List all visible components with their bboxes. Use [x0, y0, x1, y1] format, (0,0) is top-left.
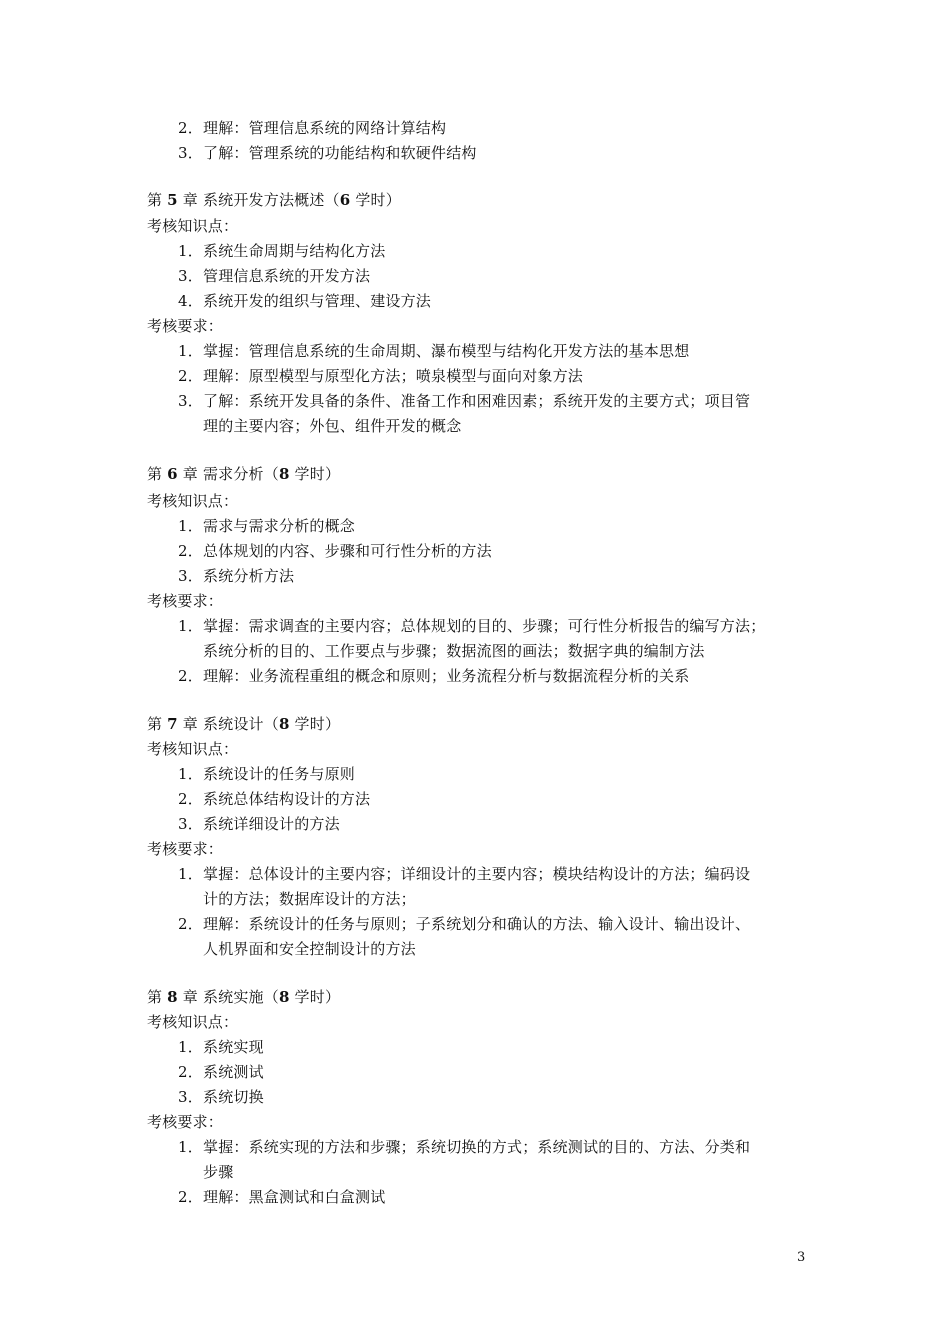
list-item: 1．需求与需求分析的概念 [178, 517, 356, 535]
knowledge-points-label: 考核知识点： [147, 1013, 239, 1031]
list-item-continuation: 人机界面和安全控制设计的方法 [203, 940, 416, 958]
list-item: 1．系统生命周期与结构化方法 [178, 242, 386, 260]
list-item: 1．掌握：总体设计的主要内容；详细设计的主要内容；模块结构设计的方法；编码设 [178, 865, 751, 883]
list-item: 3．管理信息系统的开发方法 [178, 267, 371, 285]
list-item: 1．系统实现 [178, 1038, 264, 1056]
chapter-heading: 第 5 章 系统开发方法概述（6 学时） [147, 191, 401, 209]
list-item: 2．理解：管理信息系统的网络计算结构 [178, 119, 447, 137]
list-item-continuation: 计的方法；数据库设计的方法； [203, 890, 416, 908]
list-item: 1．系统设计的任务与原则 [178, 765, 356, 783]
page-number: 3 [797, 1250, 806, 1265]
chapter-heading: 第 8 章 系统实施（8 学时） [147, 988, 341, 1006]
knowledge-points-label: 考核知识点： [147, 492, 239, 510]
list-item: 3．系统详细设计的方法 [178, 815, 340, 833]
list-item: 2．理解：黑盒测试和白盒测试 [178, 1188, 386, 1206]
requirements-label: 考核要求： [147, 1113, 224, 1131]
list-item-continuation: 理的主要内容；外包、组件开发的概念 [203, 417, 462, 435]
list-item: 3．了解：系统开发具备的条件、准备工作和困难因素；系统开发的主要方式；项目管 [178, 392, 751, 410]
list-item: 2．理解：原型模型与原型化方法；喷泉模型与面向对象方法 [178, 367, 584, 385]
list-item: 3．了解：管理系统的功能结构和软硬件结构 [178, 144, 477, 162]
list-item-continuation: 步骤 [203, 1163, 234, 1181]
list-item: 1．掌握：系统实现的方法和步骤；系统切换的方式；系统测试的目的、方法、分类和 [178, 1138, 751, 1156]
list-item: 2．系统测试 [178, 1063, 264, 1081]
knowledge-points-label: 考核知识点： [147, 740, 239, 758]
list-item: 2．理解：业务流程重组的概念和原则；业务流程分析与数据流程分析的关系 [178, 667, 690, 685]
list-item: 2．理解：系统设计的任务与原则；子系统划分和确认的方法、输入设计、输出设计、 [178, 915, 751, 933]
list-item-continuation: 系统分析的目的、工作要点与步骤；数据流图的画法；数据字典的编制方法 [203, 642, 705, 660]
requirements-label: 考核要求： [147, 317, 224, 335]
chapter-heading: 第 6 章 需求分析（8 学时） [147, 465, 341, 483]
chapter-heading: 第 7 章 系统设计（8 学时） [147, 715, 341, 733]
requirements-label: 考核要求： [147, 592, 224, 610]
list-item: 3．系统分析方法 [178, 567, 295, 585]
knowledge-points-label: 考核知识点： [147, 217, 239, 235]
list-item: 2．总体规划的内容、步骤和可行性分析的方法 [178, 542, 492, 560]
list-item: 1．掌握：管理信息系统的生命周期、瀑布模型与结构化开发方法的基本思想 [178, 342, 690, 360]
list-item: 3．系统切换 [178, 1088, 264, 1106]
list-item: 2．系统总体结构设计的方法 [178, 790, 371, 808]
list-item: 1．掌握：需求调查的主要内容；总体规划的目的、步骤；可行性分析报告的编写方法； [178, 617, 766, 635]
list-item: 4．系统开发的组织与管理、建设方法 [178, 292, 432, 310]
requirements-label: 考核要求： [147, 840, 224, 858]
